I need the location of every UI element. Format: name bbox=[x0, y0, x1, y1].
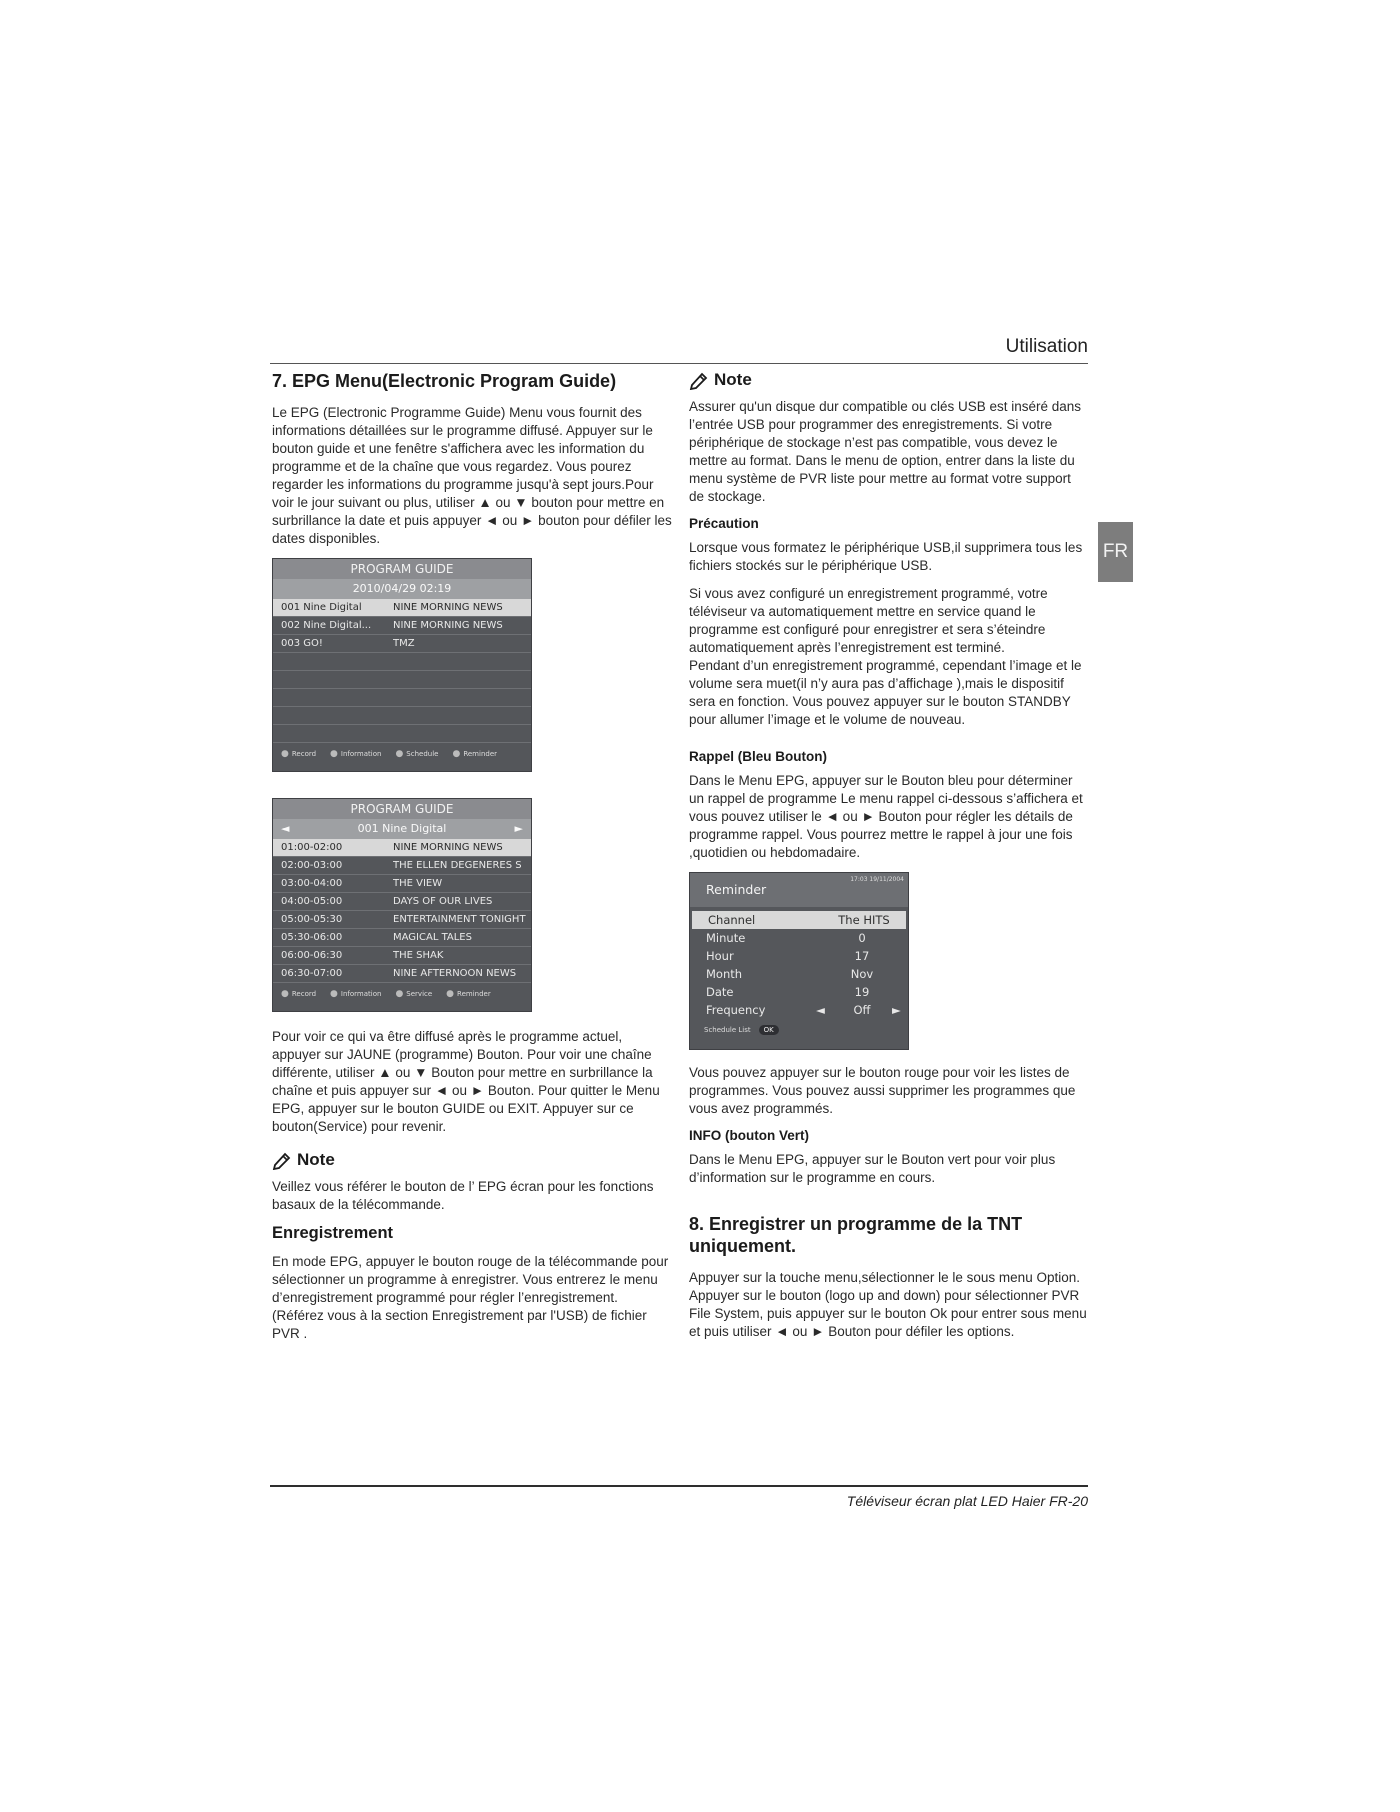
reminder-row: Date 19 bbox=[706, 985, 870, 999]
pencil-icon bbox=[689, 371, 710, 390]
pencil-icon bbox=[272, 1151, 293, 1170]
right-arrow-icon: ► bbox=[514, 822, 523, 835]
left-arrow-icon: ◄ bbox=[816, 1003, 825, 1017]
left-column bbox=[272, 370, 672, 1353]
right-note-text: Assurer qu'un disque dur compatible ou clés USB est inséré dans l’entrée USB pour programmer des enregistrements. Si votre périphérique de stockage n’est pas compatible, vous devez le mettre au format. Dans le menu de option, entrer dans la liste du menu système de PVR liste pour mettre au format votre support de stockage. bbox=[689, 399, 1082, 504]
section-header-title: Utilisation bbox=[1005, 336, 1088, 357]
tnt-paragraph: Appuyer sur la touche menu,sélectionner le le sous menu Option. Appuyer sur le bouton (logo up and down) pour sélectionner PVR File System, puis appuyer sur le bouton Ok pour entrer sous menu et puis utiliser ◄ ou ► Bouton pour défiler les options. bbox=[689, 1270, 1087, 1339]
reminder-header: Reminder 17:03 19/11/2004 bbox=[690, 873, 908, 907]
guide1-empty-row bbox=[273, 707, 531, 725]
guide2-row: 03:00-04:00 THE VIEW bbox=[273, 875, 531, 893]
guide2-row: 05:30-06:00 MAGICAL TALES bbox=[273, 929, 531, 947]
scheduled-record-text: Si vous avez configuré un enregistrement programmé, votre téléviseur va automatiquement mettre en service quand le programme est configuré pour enregistrer et sera s’éteindre automatiquement après l’enregistrement est terminé. bbox=[689, 586, 1048, 655]
reminder-row: Channel The HITS bbox=[692, 911, 906, 929]
right-column bbox=[689, 370, 1089, 1351]
guide2-row: 06:30-07:00 NINE AFTERNOON NEWS bbox=[273, 965, 531, 983]
standby-text: Pendant d’un enregistrement programmé, cependant l’image et le volume sera muet(il n’y aura pas d’affichage ),mais le dispositif sera en fonction. Vous pouvez appuyer sur le bouton STANDBY pour allumer l’image et le volume de nouveau. bbox=[689, 658, 1082, 727]
guide1-row: 002 Nine Digital... NINE MORNING NEWS bbox=[273, 617, 531, 635]
guide2-row: 01:00-02:00 NINE MORNING NEWS bbox=[273, 839, 531, 857]
program-guide-screenshot-2 bbox=[272, 798, 532, 1012]
reminder-section-title: Rappel (Bleu Bouton) bbox=[689, 749, 827, 764]
right-arrow-icon: ► bbox=[892, 1003, 901, 1017]
reminder-screenshot bbox=[689, 872, 909, 1050]
reminder-row: Frequency ◄ Off ► bbox=[706, 1003, 901, 1017]
guide1-title: PROGRAM GUIDE bbox=[273, 559, 531, 579]
reminder-footer: Schedule List OK bbox=[690, 1019, 908, 1041]
epg-section-title: 7. EPG Menu(Electronic Program Guide) bbox=[272, 371, 617, 391]
record-paragraph: En mode EPG, appuyer le bouton rouge de la télécommande pour sélectionner un programme à enregistrer. Vous entrerez le menu d’enregistrement programmé pour régler l’enregistrement. (Référez vous à la section Enregistrement par l'USB) de fichier PVR . bbox=[272, 1254, 669, 1341]
guide1-footer: ● Record ● Information ● Schedule ● Reminder bbox=[273, 743, 531, 765]
guide2-row: 05:00-05:30 ENTERTAINMENT TONIGHT bbox=[273, 911, 531, 929]
guide2-row: 06:00-06:30 THE SHAK bbox=[273, 947, 531, 965]
guide2-row: 04:00-05:00 DAYS OF OUR LIVES bbox=[273, 893, 531, 911]
left-note-heading: Note bbox=[272, 1150, 672, 1170]
guide1-row: 001 Nine Digital NINE MORNING NEWS bbox=[273, 599, 531, 617]
reminder-row: Month Nov bbox=[706, 967, 874, 981]
left-arrow-icon: ◄ bbox=[281, 822, 290, 835]
precaution-title: Précaution bbox=[689, 516, 759, 531]
tnt-section-title: 8. Enregistrer un programme de la TNT uniquement. bbox=[689, 1214, 1023, 1256]
precaution-text: Lorsque vous formatez le périphérique USB,il supprimera tous les fichiers stockés sur le périphérique USB. bbox=[689, 540, 1083, 573]
reminder-row: Minute 0 bbox=[706, 931, 866, 945]
guide1-empty-row bbox=[273, 671, 531, 689]
program-guide-screenshot-1 bbox=[272, 558, 532, 772]
info-section-title: INFO (bouton Vert) bbox=[689, 1128, 809, 1143]
left-note-text: Veillez vous référer le bouton de l’ EPG écran pour les fonctions basaux de la télécommande. bbox=[272, 1179, 654, 1212]
guide1-empty-row bbox=[273, 725, 531, 743]
epg-intro-paragraph: Le EPG (Electronic Programme Guide) Menu vous fournit des informations détaillées sur le programme diffusé. Appuyer sur le bouton guide et une fenêtre s'affichera avec les information du programme et de la chaîne que vous regardez. Vous pourez regarder les informations du programme jusqu'à sept jours.Pour voir le jour suivant ou plus, utiliser ▲ ou ▼ bouton pour mettre en surbrillance la date et puis appuyer ◄ ou ► bouton pour défiler les dates disponibles. bbox=[272, 405, 672, 546]
reminder-paragraph: Dans le Menu EPG, appuyer sur le Bouton bleu pour déterminer un rappel de programme Le menu rappel ci-dessous s’affichera et vous pouvez utiliser le ◄ ou ► Bouton pour régler les détails de programme rappel. Vous pourrez mettre le rappel à jour une fois ,quotidien ou hebdomadaire. bbox=[689, 773, 1083, 860]
header-divider bbox=[270, 363, 1088, 364]
guide2-title: PROGRAM GUIDE bbox=[273, 799, 531, 819]
guide1-empty-row bbox=[273, 689, 531, 707]
record-section-title: Enregistrement bbox=[272, 1224, 394, 1242]
guide1-date: 2010/04/29 02:19 bbox=[273, 579, 531, 599]
guide1-row: 003 GO! TMZ bbox=[273, 635, 531, 653]
guide1-empty-row bbox=[273, 653, 531, 671]
right-note-heading: Note bbox=[689, 370, 1089, 390]
footer-divider bbox=[270, 1485, 1088, 1487]
reminder-row: Hour 17 bbox=[706, 949, 870, 963]
guide2-footer: ● Record ● Information ● Service ● Reminder bbox=[273, 983, 531, 1005]
guide2-row: 02:00-03:00 THE ELLEN DEGENERES S bbox=[273, 857, 531, 875]
info-paragraph: Dans le Menu EPG, appuyer sur le Bouton vert pour voir plus d’information sur le programme en cours. bbox=[689, 1152, 1056, 1185]
page-footer: Téléviseur écran plat LED Haier FR-20 bbox=[846, 1493, 1088, 1509]
guide2-channel-selector: ◄ 001 Nine Digital ► bbox=[273, 819, 531, 839]
red-button-paragraph: Vous pouvez appuyer sur le bouton rouge pour voir les listes de programmes. Vous pouvez aussi supprimer les programmes que vous avez programmés. bbox=[689, 1065, 1076, 1116]
language-tab: FR bbox=[1098, 522, 1133, 582]
after-guide-paragraph: Pour voir ce qui va être diffusé après le programme actuel, appuyer sur JAUNE (programme) Bouton. Pour voir une chaîne différente, utiliser ▲ ou ▼ Bouton pour mettre en surbrillance la chaîne et puis appuyer sur ◄ ou ► Bouton. Pour quitter le Menu EPG, appuyer sur le bouton GUIDE ou EXIT. Appuyer sur ce bouton(Service) pour revenir. bbox=[272, 1029, 660, 1134]
